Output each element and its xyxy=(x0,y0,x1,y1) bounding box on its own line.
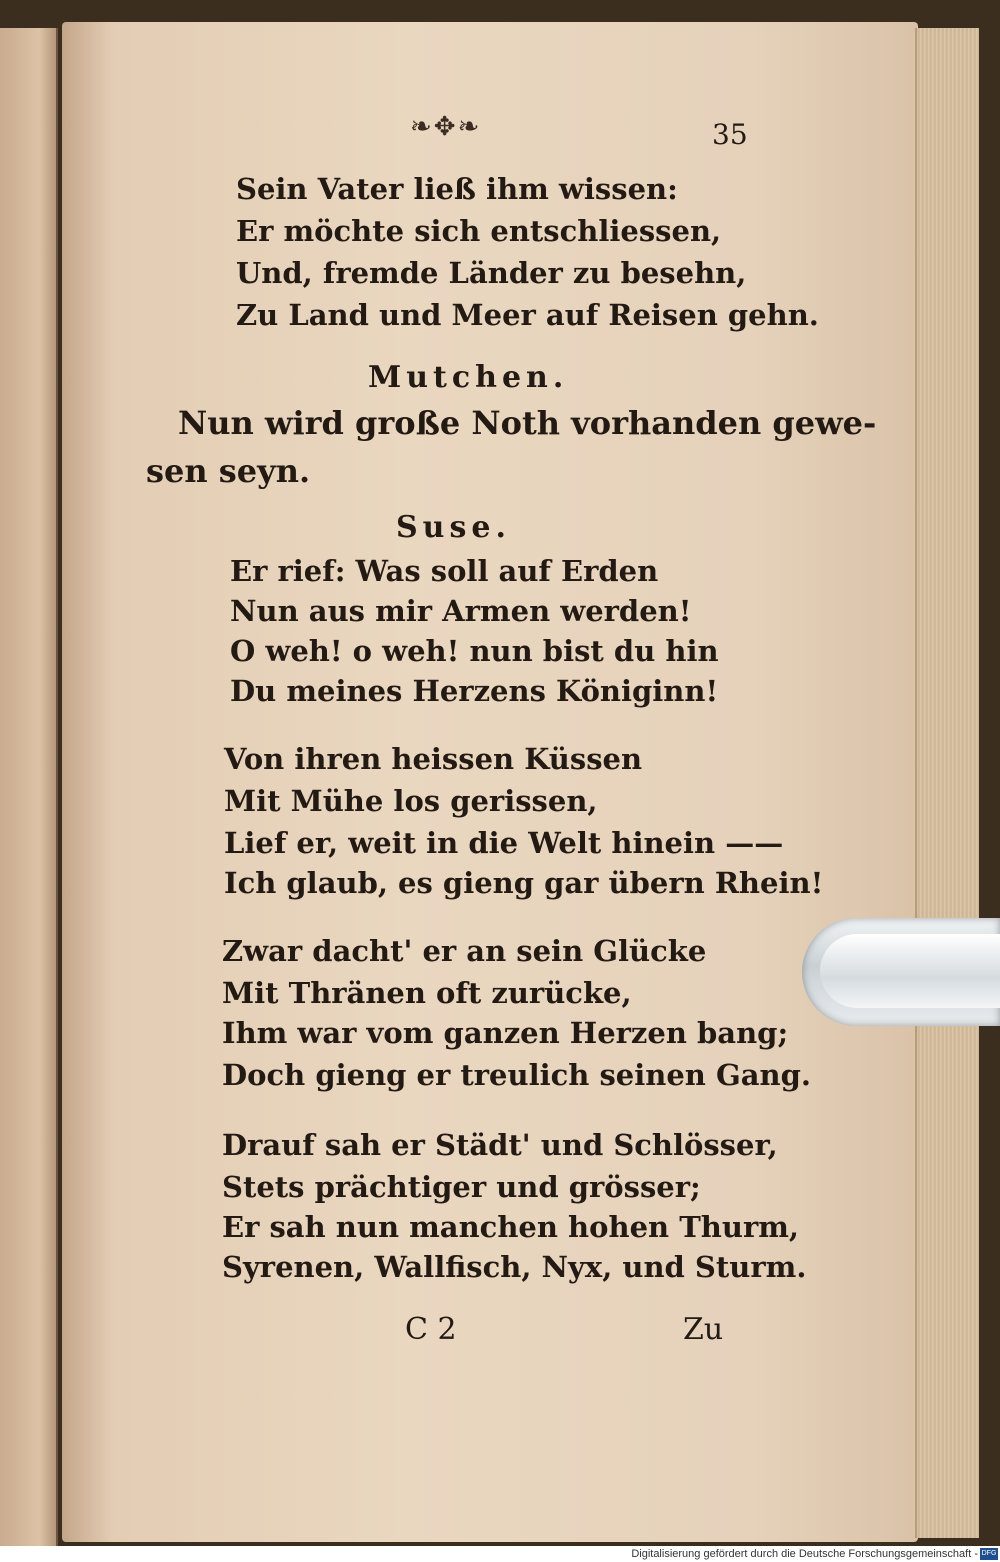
prose-line: sen seyn. xyxy=(146,452,311,490)
verse-line: O weh! o weh! nun bist du hin xyxy=(230,634,719,668)
dfg-logo: DFG xyxy=(980,1548,998,1560)
verse-line: Du meines Herzens Königinn! xyxy=(230,674,719,708)
verse-line: Lief er, weit in die Welt hinein —— xyxy=(224,826,784,860)
verse-line: Zwar dacht' er an sein Glücke xyxy=(222,934,707,968)
verse-line: Zu Land und Meer auf Reisen gehn. xyxy=(236,298,819,332)
verse-line: Ich glaub, es gieng gar übern Rhein! xyxy=(224,866,824,900)
verse-line: Sein Vater ließ ihm wissen: xyxy=(236,172,678,206)
verse-line: Drauf sah er Städt' und Schlösser, xyxy=(222,1128,778,1162)
verse-line: Stets prächtiger und grösser; xyxy=(222,1170,701,1204)
verse-line: Ihm war vom ganzen Herzen bang; xyxy=(222,1016,789,1050)
verse-line: Er rief: Was soll auf Erden xyxy=(230,554,659,588)
signature-mark: C 2 xyxy=(405,1312,457,1347)
speaker-name: Suse. xyxy=(396,510,511,545)
book-page xyxy=(62,22,918,1542)
footer-text: Digitalisierung gefördert durch die Deutsche Forschungsgemeinschaft - xyxy=(631,1548,978,1560)
digitization-footer xyxy=(0,1546,1000,1562)
verse-line: Doch gieng er treulich seinen Gang. xyxy=(222,1058,811,1092)
page-clip xyxy=(802,918,1000,1026)
verse-line: Mit Mühe los gerissen, xyxy=(224,784,598,818)
verse-line: Er möchte sich entschliessen, xyxy=(236,214,722,248)
speaker-name: Mutchen. xyxy=(368,360,569,395)
verse-line: Mit Thränen oft zurücke, xyxy=(222,976,632,1010)
verse-line: Nun aus mir Armen werden! xyxy=(230,594,692,628)
page-number: 35 xyxy=(712,118,748,151)
verse-line: Er sah nun manchen hohen Thurm, xyxy=(222,1210,800,1244)
verse-line: Syrenen, Wallfisch, Nyx, und Sturm. xyxy=(222,1250,807,1284)
left-page-edge xyxy=(0,28,58,1548)
verse-line: Von ihren heissen Küssen xyxy=(224,742,643,776)
header-ornament: ❧✥❧ xyxy=(410,112,482,142)
page-fore-edge xyxy=(915,28,979,1538)
prose-line: Nun wird große Noth vorhanden gewe- xyxy=(178,404,877,442)
page-clip-highlight xyxy=(820,934,1000,1008)
verse-line: Und, fremde Länder zu besehn, xyxy=(236,256,747,290)
catchword: Zu xyxy=(683,1312,724,1347)
